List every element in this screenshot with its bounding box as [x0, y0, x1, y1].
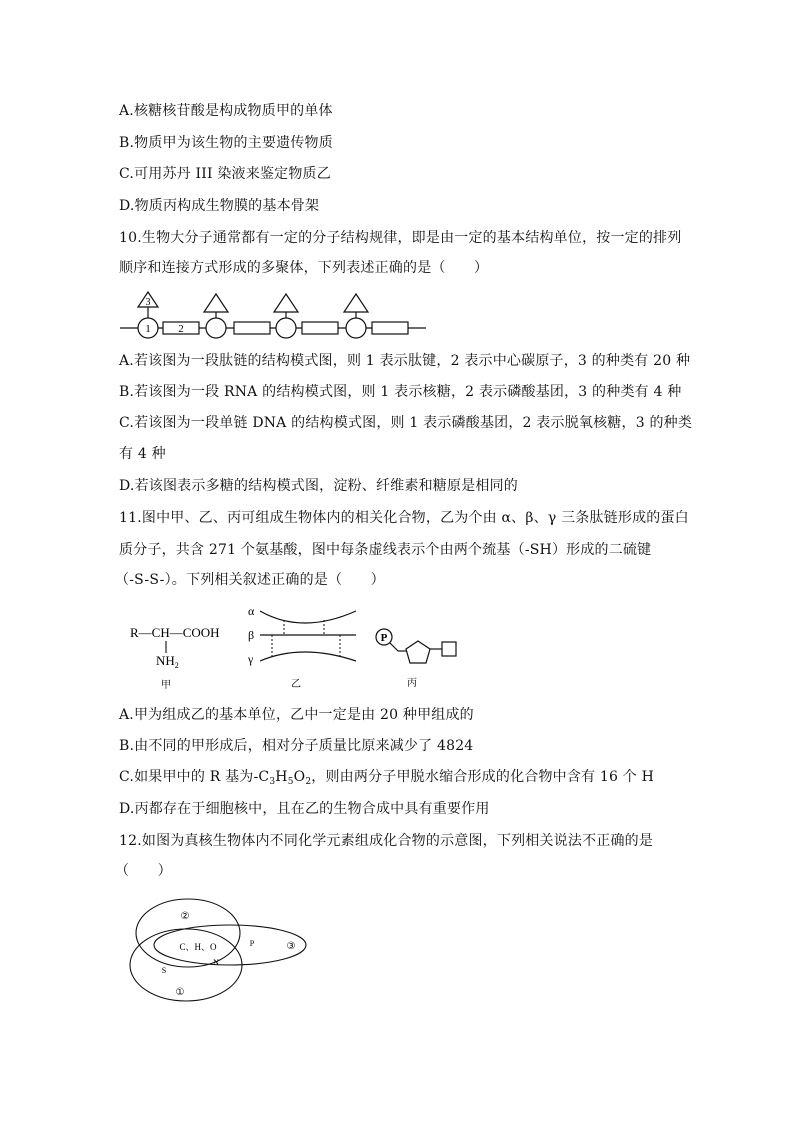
label-3: 3 [145, 297, 151, 308]
q12-venn-diagram [128, 895, 313, 1005]
venn-s-label: S [161, 966, 167, 975]
chain-alpha-label: α [248, 604, 255, 618]
q11-figure-bing [374, 625, 464, 690]
q11-stem-line1: 11.图中甲、乙、丙可组成生物体内的相关化合物，乙为个由 α、β、γ 三条肽链形成的蛋白 [119, 510, 689, 526]
q10-option-c-line2: 有 4 种 [119, 446, 166, 462]
chain-beta-label: β [248, 628, 255, 642]
venn-n-label: N [213, 958, 219, 967]
q10-option-b: B.若该图为一段 RNA 的结构模式图，则 1 表示核糖，2 表示磷酸基团，3 的种类有 4 种 [119, 384, 682, 400]
q11-stem-line2: 质分子，共含 271 个氨基酸，图中每条虚线表示个由两个巯基（-SH）形成的二硫键 [119, 542, 652, 558]
venn-circle2-label: ② [180, 911, 190, 922]
q12-stem-line1: 12.如图为真核生物体内不同化学元素组成化合物的示意图，下列相关说法不正确的是 [119, 833, 654, 849]
q11-option-b: B.由不同的甲形成后，相对分子质量比原来减少了 4824 [119, 738, 474, 754]
q10-option-d: D.若该图表示多糖的结构模式图，淀粉、纤维素和糖原是相同的 [119, 478, 518, 494]
q10-option-a: A.若该图为一段肽链的结构模式图，则 1 表示肽键，2 表示中心碳原子，3 的种类有 20 种 [119, 353, 691, 369]
amino-formula: R—CH—COOH [130, 625, 220, 640]
q11-figure-yi [244, 603, 364, 691]
q12-stem-line2: （ ） [115, 863, 172, 879]
q9-option-b: B.物质甲为该生物的主要遗传物质 [119, 135, 333, 151]
q11-option-d: D.丙都存在于细胞核中，且在乙的生物合成中具有重要作用 [119, 801, 490, 817]
caption-jia: 甲 [161, 680, 171, 691]
q10-stem-line2: 顺序和连接方式形成的多聚体，下列表述正确的是（ ） [119, 260, 489, 276]
amino-group: $NH_2$ [156, 653, 179, 670]
q11-stem-line3: （-S-S-）。下列相关叙述正确的是（ ） [115, 572, 385, 588]
q11-figure-jia [128, 615, 238, 690]
q9-option-d: D.物质丙构成生物膜的基本骨架 [119, 198, 320, 214]
venn-circle3-label: ③ [286, 941, 296, 952]
venn-p-label: P [249, 939, 255, 948]
label-1: 1 [145, 323, 151, 335]
q11-option-c: C.如果甲中的 R 基为$-C_3H_5O_2$，则由两分子甲脱水缩合形成的化合物中含有 16 个 H [119, 769, 655, 787]
q9-option-c: C.可用苏丹 III 染液来鉴定物质乙 [119, 166, 331, 182]
chain-gamma-label: γ [248, 652, 254, 666]
caption-yi: 乙 [291, 679, 301, 690]
phosphate-label: P [380, 632, 388, 644]
q10-polymer-figure [120, 290, 430, 342]
caption-bing: 丙 [407, 678, 417, 689]
venn-circle1-label: ① [175, 987, 185, 998]
q11-option-a: A.甲为组成乙的基本单位，乙中一定是由 20 种甲组成的 [119, 707, 474, 723]
q9-option-a: A.核糖核苷酸是构成物质甲的单体 [119, 103, 333, 119]
q10-stem-line1: 10.生物大分子通常都有一定的分子结构规律，即是由一定的基本结构单位，按一定的排列 [119, 230, 682, 246]
q10-option-c-line1: C.若该图为一段单链 DNA 的结构模式图，则 1 表示磷酸基团，2 表示脱氧核糖，3 的种类 [119, 415, 693, 431]
venn-center-label: C、H、O [179, 942, 217, 952]
label-2: 2 [178, 323, 184, 335]
